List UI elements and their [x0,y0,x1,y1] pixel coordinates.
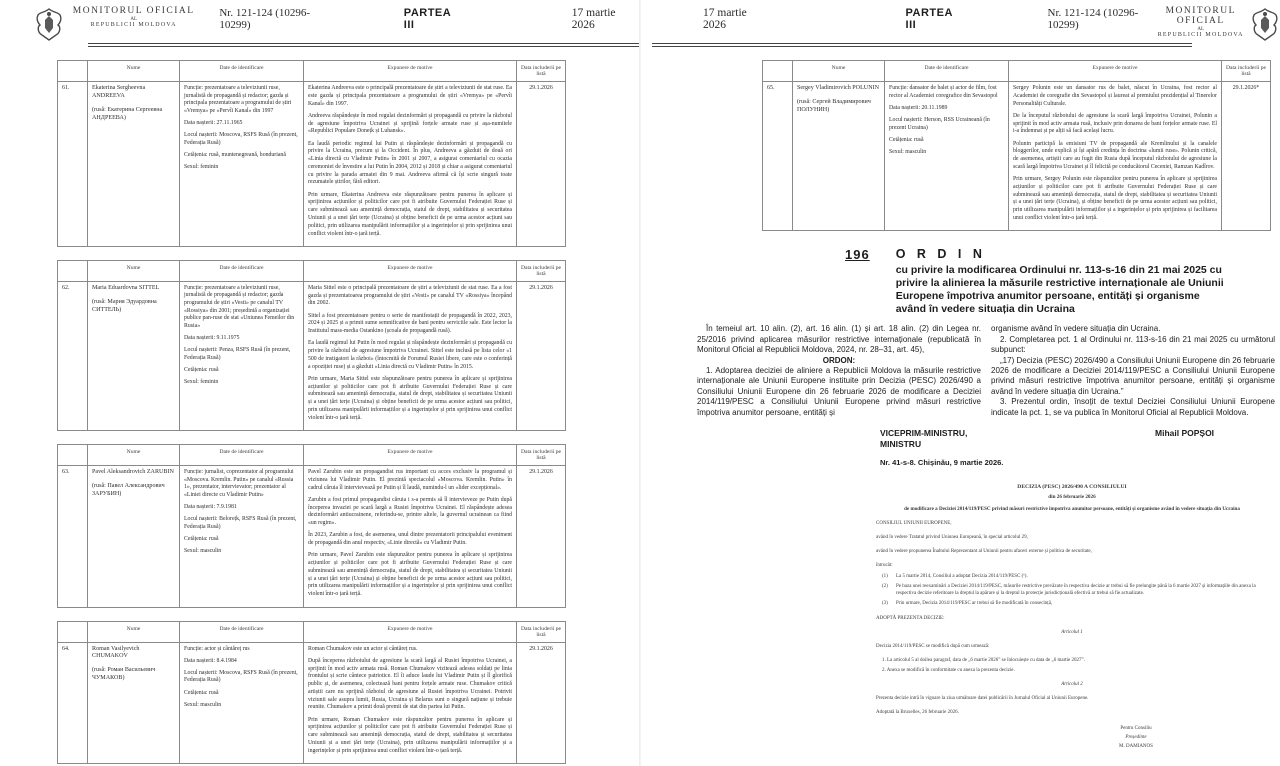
order-paragraph: „17) Decizia (PESC) 2026/490 a Consiliului Uniunii Europene din 26 februarie 2026 de modificare a Deciziei 2014/119/PESC a Consiliului Uniunii Europene privind măsuri restrictive împotriva anumitor persoane, entități și organisme având în vedere situația din Ucraina.” [991,355,1275,396]
col-header-index [58,260,88,281]
col-header-name: Nume [88,445,180,466]
decision-article-1-item: 1. La articolul 5 al doilea paragraf, data de „6 martie 2026” se înlocuiește cu data de „6 martie 2027”. [882,658,1085,664]
col-header-listed: Data includerii pe listă [517,260,566,281]
col-header-listed: Data includerii pe listă [1222,61,1271,82]
motive-paragraph: Pavel Zarubin este un propagandist rus important cu acces exclusiv la programul și viziunea lui Vladimir Putin. El prezintă spectacolul «Moscova. Kremlin. Putin» în cadrul căruia îl intervievează pe Putin și îl laudă, numindu-l un «lider excepțional». [308,469,512,491]
id-line: Data nașterii: 7.9.1981 [184,504,237,511]
masthead: MONITORUL OFICIAL AL REPUBLICII MOLDOVA [70,7,197,29]
order-column-1 [697,324,981,418]
masthead-title: MONITORUL OFICIAL [72,6,195,16]
col-header-motive: Expunere de motive [304,260,517,281]
sanctions-table-row-65 [762,60,1271,231]
id-line: Data nașterii: 9.11.1975 [184,335,240,342]
decision-date: din 26 februarie 2026 [1048,494,1096,501]
masthead: MONITORUL OFICIAL AL REPUBLICII MOLDOVA [1155,7,1246,38]
col-header-id: Date de identificare [180,61,304,82]
motive-paragraph: Polunin participă la emisiuni TV de propagandă ale Kremlinului și la canalele bloggerilor, unde explică și își apără credința în doctrina «lumii ruse». Polunin critică, de asemenea, artiștii care au fugit din Rusia după începutul războiului de agresiune la scară largă împotriva Ucrainei și îl felicită pe conducătorul Ceceniei, Ramzan Kadîrov. [1013,140,1217,170]
entry-name-ru: (rusă: Сергей Владимирович ПОЛУНИН) [797,98,871,113]
id-line: Cetățenia: rusă [184,367,219,374]
order-subtitle: cu privire la modificarea Ordinului nr. 113-s-16 din 21 mai 2025 cu privire la alinierea la măsurile restrictive internaționale ale Uniunii Europene împotriva anumitor persoane, entități și organisme având în vedere situația din Ucraina [895,264,1224,315]
motive-paragraph: Prin urmare, Roman Chumakov este răspunzător pentru punerea în aplicare și sprijinirea acțiunilor și politicilor care pot fi atribuite Guvernului Federației Ruse și care subminează sau amenință democrația, statul de drept, stabilitatea și securitatea Uniunii și a unei țări terțe (Ucraina), prin utilizarea manipulării informațiilor și a ingerințelor și prin sprijinirea unui conflict violent într-o țară terță. [308,716,512,754]
id-line: Sexul: feminin [184,164,219,171]
entry-motive-cell [304,642,517,763]
col-header-motive: Expunere de motive [304,445,517,466]
entry-listed-date: 29.1.2026 [517,466,566,607]
col-header-index [763,61,793,82]
table-row [58,466,566,607]
decision-preamble: având în vedere Tratatul privind Uniunea Europeană, în special articolul 29, [876,534,1028,540]
col-header-listed: Data includerii pe listă [517,61,566,82]
right-running-head [640,0,1280,41]
col-header-id: Date de identificare [885,61,1009,82]
id-line: Data nașterii: 20.11.1989 [889,104,948,111]
sanctions-table-row-61 [57,60,566,247]
entry-index: 64. [58,642,88,763]
decision-sig-name: M. DAMIANOS [1119,744,1153,750]
order-number-line: Nr. 41-s-8. Chișinău, 9 martie 2026. [880,458,1004,468]
issue-number: Nr. 121-124 (10296-10299) [1047,7,1139,31]
part-label: PARTEA III [905,7,953,31]
entry-name: Ekaterina Sergheevna ANDREEVA [92,85,146,99]
order-title: O R D I N [895,247,986,262]
id-line: Funcție: prezentatoare a televiziunii ruse, jurnalistă de propagandă și redactor; gazda și principala prezentatoare a programului de știri «Vremya» pe «Pervîi Kanal» din 1997 [184,85,292,114]
decision-article-1-title: Articolul 1 [1061,629,1083,635]
order-signature [880,428,1280,449]
decision-sig-for: Pentru Consiliu [1120,725,1152,731]
motive-paragraph: Prin urmare, Sergey Polunin este răspunzător pentru punerea în aplicare și sprijinirea acțiunilor și politicilor care pot fi atribuite Guvernului Federației Ruse și care subminează sau amenință democrația, statul de drept, stabilitatea și securitatea Uniunii și a unei țări terțe (Ucraina), și obține beneficii de pe urma acestor acțiuni sau politici, prin utilizarea manipulării informațiilor și a ingerințelor și prin sprijinirea și facilitarea unui conflict violent într-o țară terță. [1013,176,1217,221]
decision-recital: (1) La 5 martie 2014, Consiliul a adoptat Decizia 2014/119/PESC (¹). [882,573,1028,579]
col-header-name: Nume [88,61,180,82]
motive-paragraph: În 2023, Zarubin a fost, de asemenea, unul dintre prezentatorii principalului eveniment de propagandă din anul respectiv, «Linie directă» cu Vladimir Putin. [308,532,512,547]
motive-paragraph: Sittel a fost prezentatoare pentru o serie de manifestații de propagandă în 2022, 2023, 2024 și 2025 și a primit sume semnificative de bani pentru serviciile sale. Este lector la Institutul mass-media Ostankino (școala de propagandă rusă). [308,312,512,335]
entry-index: 65. [763,82,793,231]
table-header-row [58,445,566,466]
table-header-row [58,61,566,82]
table-header-row [58,260,566,281]
decision-article-2-title: Articolul 2 [1061,681,1083,687]
order-196 [640,247,1280,467]
id-line: Sexul: masculin [184,548,222,555]
order-ordon-label: ORDON: [822,355,856,365]
coat-of-arms-icon [1250,7,1280,41]
entry-id-cell [180,82,304,247]
order-paragraph: organisme având în vedere situația din Ucraina. [991,324,1161,334]
entry-name-cell [88,466,180,607]
entry-index: 62. [58,281,88,430]
entry-name-ru: (rusă: Роман Васильевич ЧУМАКОВ) [92,667,156,682]
header-rule [652,43,1192,47]
id-line: Sexul: masculin [889,148,927,155]
motive-paragraph: De la începutul războiului de agresiune la scară largă împotriva Ucrainei, Polunin a sprijinit în mod activ armata rusă, inclusiv prin donarea de bani forțelor armate ruse. El i-a îndemnat și pe alții să facă același lucru. [1013,112,1217,135]
entry-motive-cell [304,82,517,247]
entry-name-cell [793,82,885,231]
id-line: Funcție: dansator de balet și actor de film, fost rector al Academiei coregrafice din Sevastopol [889,85,998,99]
motive-paragraph: Maria Sittel este o principală prezentatoare de știri a televiziunii de stat ruse. Ea a fost gazda și prezentatoarea programului de știri «Vesti» pe canalul TV «Rossiya» începând din 2002. [308,284,512,307]
table-row [58,281,566,430]
coat-of-arms-icon [34,7,64,41]
issue-number: Nr. 121-124 (10296-10299) [219,7,311,31]
col-header-index [58,445,88,466]
motive-paragraph: Andreeva răspândește în mod regulat dezinformări și propagandă cu privire la războiul de agresiune împotriva Ucrainei și sprijină forțele armate ruse și așa-numitele «Republici Populare Donețk și Luhansk». [308,112,512,135]
issue-date: 17 martie 2026 [571,7,616,31]
id-line: Locul nașterii: Belorețk, RSFS Rusă (în prezent, Federația Rusă) [184,516,297,530]
decision-article-2-body: Prezenta decizie intră în vigoare la ziua următoare datei publicării în Jurnalul Oficial al Uniunii Europene. [876,696,1089,702]
col-header-motive: Expunere de motive [304,621,517,642]
entry-listed-date: 29.1.2026 [517,82,566,247]
col-header-id: Date de identificare [180,621,304,642]
id-line: Sexul: masculin [184,701,222,708]
issue-date: 17 martie 2026 [703,7,747,31]
decision-signature [1091,725,1181,751]
id-line: Cetățenia: rusă [184,536,219,543]
entry-listed-date: 29.1.2026 [517,281,566,430]
decision-adopted-line: Adoptată la Bruxelles, 26 februarie 2026. [876,710,959,716]
entry-name-cell [88,82,180,247]
entry-name-cell [88,281,180,430]
entry-listed-date: 29.1.2026* [1222,82,1271,231]
order-paragraph: 1. Adoptarea deciziei de aliniere a Republicii Moldova la măsurile restrictive internaționale ale Uniunii Europene instituite prin Decizia (PESC) 2026/490 a Consiliului Uniunii Europene din 26 februarie 2026 de modificare a Deciziei 2014/119/PESC a Consiliului Uniunii Europene privind măsuri restrictive împotriva anumitor persoane, entități și [697,366,981,417]
entry-motive-cell [304,466,517,607]
entry-motive-cell [304,281,517,430]
decision-title: DECIZIA (PESC) 2026/490 A CONSILIULUI [1017,484,1127,491]
motive-paragraph: Prin urmare, Pavel Zarubin este răspunzător pentru punerea în aplicare și sprijinirea acțiunilor și politicilor care pot fi atribuite Guvernului Federației Ruse și care subminează sau amenință democrația, statul de drept, stabilitatea și securitatea Uniunii și a unei țări terțe (Ucraina) și obține beneficii de pe urma acestor acțiuni sau politici, prin utilizarea manipulării informațiilor și a ingerințelor și prin sprijinirea unui conflict violent într-o țară terță. [308,552,512,598]
eu-decision-block [876,483,1268,750]
part-label: PARTEA III [403,7,451,31]
motive-paragraph: Ea laudă regimul lui Putin în mod regulat și răspândește dezinformări și propagandă cu privire la războiul de agresiune împotriva Ucrainei. Sittel este inclusă pe lista celor «1 500 de instigatori la război» (întocmită de Forumul Rusiei libere, care este o conferință a opoziției ruse) și a găzduit «Linia directă cu Vladimir Putin» în 2015. [308,340,512,370]
col-header-index [58,61,88,82]
order-body [697,324,1275,418]
order-number: 196 [845,247,870,263]
entry-id-cell [180,281,304,430]
entry-index: 63. [58,466,88,607]
signer-name: Mihail POPȘOI [1155,427,1215,438]
entry-id-cell [180,466,304,607]
id-line: Locul nașterii: Moscova, RSFS Rusă (în prezent, Federația Rusă) [184,132,298,146]
col-header-name: Nume [793,61,885,82]
table-header-row [763,61,1271,82]
entry-motive-cell [1009,82,1222,231]
order-column-2 [991,324,1275,418]
sanctions-table-row-63 [57,444,566,607]
decision-sig-role: Președinte [1125,734,1147,740]
motive-paragraph: Zarubin a fost primul propagandist căruia i s-a permis să îl intervieveze pe Putin după începerea invaziei pe scară largă a Rusiei împotriva Ucrainei. El răspândește adesea dezinformări antiucrainene, referindu-se, printre altele, la guvernul ucrainean ca fiind «un regim». [308,496,512,527]
decision-article-1-intro: Decizia 2014/119/PESC se modifică după cum urmează: [876,644,990,650]
order-paragraph: 2. Completarea pct. 1 al Ordinului nr. 113-s-16 din 21 mai 2025 cu următorul subpunct: [991,334,1275,355]
col-header-motive: Expunere de motive [304,61,517,82]
decision-recital: (3) Prin urmare, Decizia 2014/119/PESC ar trebui să fie modificată în consecință, [882,601,1053,607]
col-header-id: Date de identificare [180,445,304,466]
motive-paragraph: Roman Chumakov este un actor și cântăreț rus. [308,645,418,652]
decision-recital: (2) Pe baza unei reexaminări a Deciziei 2014/119/PESC, măsurile restrictive prevăzute în respectiva decizie ar trebui să fie prelungite până la 6 martie 2027 și informațiile din anexa la respectiva decizie referitoare la dreptul la apărare și la dreptul la protecție jurisdicțională efectivă ar trebui să fie actualizate. [882,583,1256,597]
col-header-motive: Expunere de motive [1009,61,1222,82]
entry-name: Sergey Vladimirovich POLUNIN [797,85,880,91]
decision-preamble: CONSILIUL UNIUNII EUROPENE, [876,520,952,526]
id-line: Cetățenia: rusă [184,689,219,696]
id-line: Data nașterii: 8.4.1984 [184,657,237,664]
id-line: Cetățenia: rusă [889,136,924,143]
sanctions-table-row-62 [57,260,566,431]
entry-name: Maria Eduardovna SITTEL [92,284,160,291]
decision-article-1-item: 2. Anexa se modifică în conformitate cu anexa la prezenta decizie. [882,667,1015,673]
entry-id-cell [885,82,1009,231]
entry-name-ru: (rusă: Павел Александрович ЗАРУБИН) [92,482,165,497]
id-line: Locul nașterii: Herson, RSS Ucraineană (în prezent Ucraina) [889,116,990,131]
order-heading [845,247,1280,315]
col-header-listed: Data includerii pe listă [517,445,566,466]
motive-paragraph: Ekaterina Andreeva este o principală prezentatoare de știri a televiziunii de stat ruse. Ea este gazda și principala prezentatoare a programului de știri «Vremya» pe «Pervîi Kanal» din 1997. [308,85,512,107]
id-line: Cetățenia: rusă, muntenegreană, honduriană [184,151,286,158]
table-row [58,642,566,763]
entry-index: 61. [58,82,88,247]
order-paragraph: 3. Prezentul ordin, însoțit de textul Deciziei Consiliului Uniunii Europene indicate la pct. 1, se va publica în Monitorul Oficial al Republicii Moldova. [991,397,1275,417]
order-paragraph: În temeiul art. 10 alin. (2), art. 16 alin. (1) și art. 18 alin. (2) din Legea nr. 25/2016 privind aplicarea măsurilor restrictive internaționale (republicată în Monitorul Oficial al Republicii Moldova, 2024, nr. 28–31, art. 45), [697,324,981,355]
col-header-name: Nume [88,260,180,281]
table-row [763,82,1271,231]
motive-paragraph: Sergey Polunin este un dansator rus de balet, născut în Ucraina, fost rector al Academiei de coregrafie din Sevastopol și laureat al premiului prezidențial al Tinerelor Personalități Culturale. [1013,85,1217,107]
table-row [58,82,566,247]
entry-name-ru: (rusă: Екатерина Сергеевна АНДРЕЕВА) [92,106,163,121]
signer-role: VICEPRIM-MINISTRU, MINISTRU [880,427,968,449]
id-line: Data nașterii: 27.11.1965 [184,120,243,127]
page-gutter [639,0,641,766]
decision-whereas-label: întrucât: [876,563,893,569]
left-running-head [0,0,640,41]
id-line: Funcție: actor și cântăreț rus [184,645,250,652]
table-header-row [58,621,566,642]
sanctions-table-row-64 [57,621,566,764]
right-page [640,0,1280,766]
motive-paragraph: Prin urmare, Ekaterina Andreeva este răspunzătoare pentru punerea în aplicare și sprijinirea acțiunilor și politicilor care pot fi atribuite Guvernului Federației Ruse și care subminează sau amenință democrația, statul de drept, stabilitatea și securitatea Uniunii și a unei țări terțe (Ucraina) și obține beneficii de pe urma acestor acțiuni sau politici, prin utilizarea manipulării informațiilor și a ingerințelor și prin sprijinirea unui conflict violent într-o țară terță. [308,191,512,237]
col-header-listed: Data includerii pe listă [517,621,566,642]
header-rule [88,43,640,47]
decision-adopt-label: ADOPTĂ PREZENTA DECIZIE: [876,615,945,621]
entry-id-cell [180,642,304,763]
id-line: Sexul: feminin [184,379,219,386]
entry-name-ru: (rusă: Мария Эдуардовна СИТТЕЛЬ) [92,298,157,313]
col-header-name: Nume [88,621,180,642]
col-header-index [58,621,88,642]
motive-paragraph: După începerea războiului de agresiune la scară largă al Rusiei împotriva Ucrainei, a sprijinit în mod activ armata rusă. Roman Chumakov vizitează adesea soldați pe linia frontului și scrie cântece patriotice. El îi aduce laude lui Vladimir Putin și îl glorifică public și, de asemenea, colectează bani pentru forțele armate ruse. Chumakov critică artiștii care nu sprijină războiul de agresiune al Rusiei împotriva Ucrainei. Potrivit viziunii sale asupra lumii, Rusia, Ucraina și Belarus sunt o singură națiune și trebuie reunite. Chumakov a primit două premii de stat din partea lui Putin. [308,657,512,711]
entry-name-cell [88,642,180,763]
motive-paragraph: Ea laudă periodic regimul lui Putin și răspândește dezinformări și propagandă cu privire la Ucraina, precum și la Occident. În plus, Andreeva a găzduit de două ori «Linia directă cu Vladimir Putin» în 2001 și 2007, a asigurat comentariul cu ocazia ceremoniei de învestire a lui Putin în 2004, 2012 și 2018 și chiar a asigurat comentariul cu privire la parada armatei din 9 mai. Andreeva afirmă că își scrie singură toate rezumatele știrilor, fără editori. [308,140,512,186]
decision-preamble: având în vedere propunerea Înaltului Reprezentant al Uniunii pentru afaceri externe și politica de securitate, [876,549,1092,555]
id-line: Locul nașterii: Moscova, RSFS Rusă (în prezent, Federația Rusă) [184,669,298,684]
masthead-title: MONITORUL OFICIAL [1165,6,1236,26]
id-line: Funcție: jurnalist, coprezentator al programului «Moscova. Kremlin. Putin» pe canalul «Russia 1», prezentator, intervievator; prezentator al «Liniei directe cu Vladimir Putin» [184,469,294,498]
entry-name: Roman Vasilyevich CHUMAKOV [92,645,140,660]
entry-name: Pavel Aleksandrovich ZARUBIN [92,469,174,476]
decision-subtitle: de modificare a Deciziei 2014/119/PESC privind măsuri restrictive împotriva anumitor persoane, entități și organisme având în vedere situația din Ucraina [904,505,1240,512]
id-line: Locul nașterii: Penza, RSFS Rusă (în prezent, Federația Rusă) [184,347,291,361]
col-header-id: Date de identificare [180,260,304,281]
id-line: Funcție: prezentatoare a televiziunii ruse, jurnalistă de propagandă și redactor; gazda programului de știri «Vesti» pe canalul TV «Rossiya» din 2001; președintă a organizației publice pan-ruse de stat «Uniunea Femeilor din Rusia» [184,284,295,329]
entry-listed-date: 29.1.2026 [517,642,566,763]
motive-paragraph: Prin urmare, Maria Sittel este răspunzătoare pentru punerea în aplicare și sprijinirea acțiunilor și politicilor care pot fi atribuite Guvernului Federației Ruse și care subminează sau amenință democrația, statul de drept, stabilitatea și securitatea Uniunii și a unei țări terțe (Ucraina) și obține beneficii de pe urma acestor acțiuni sau politici, prin utilizarea manipulării informațiilor și a ingerințelor și prin sprijinirea unui conflict violent într-o țară terță. [308,375,512,421]
